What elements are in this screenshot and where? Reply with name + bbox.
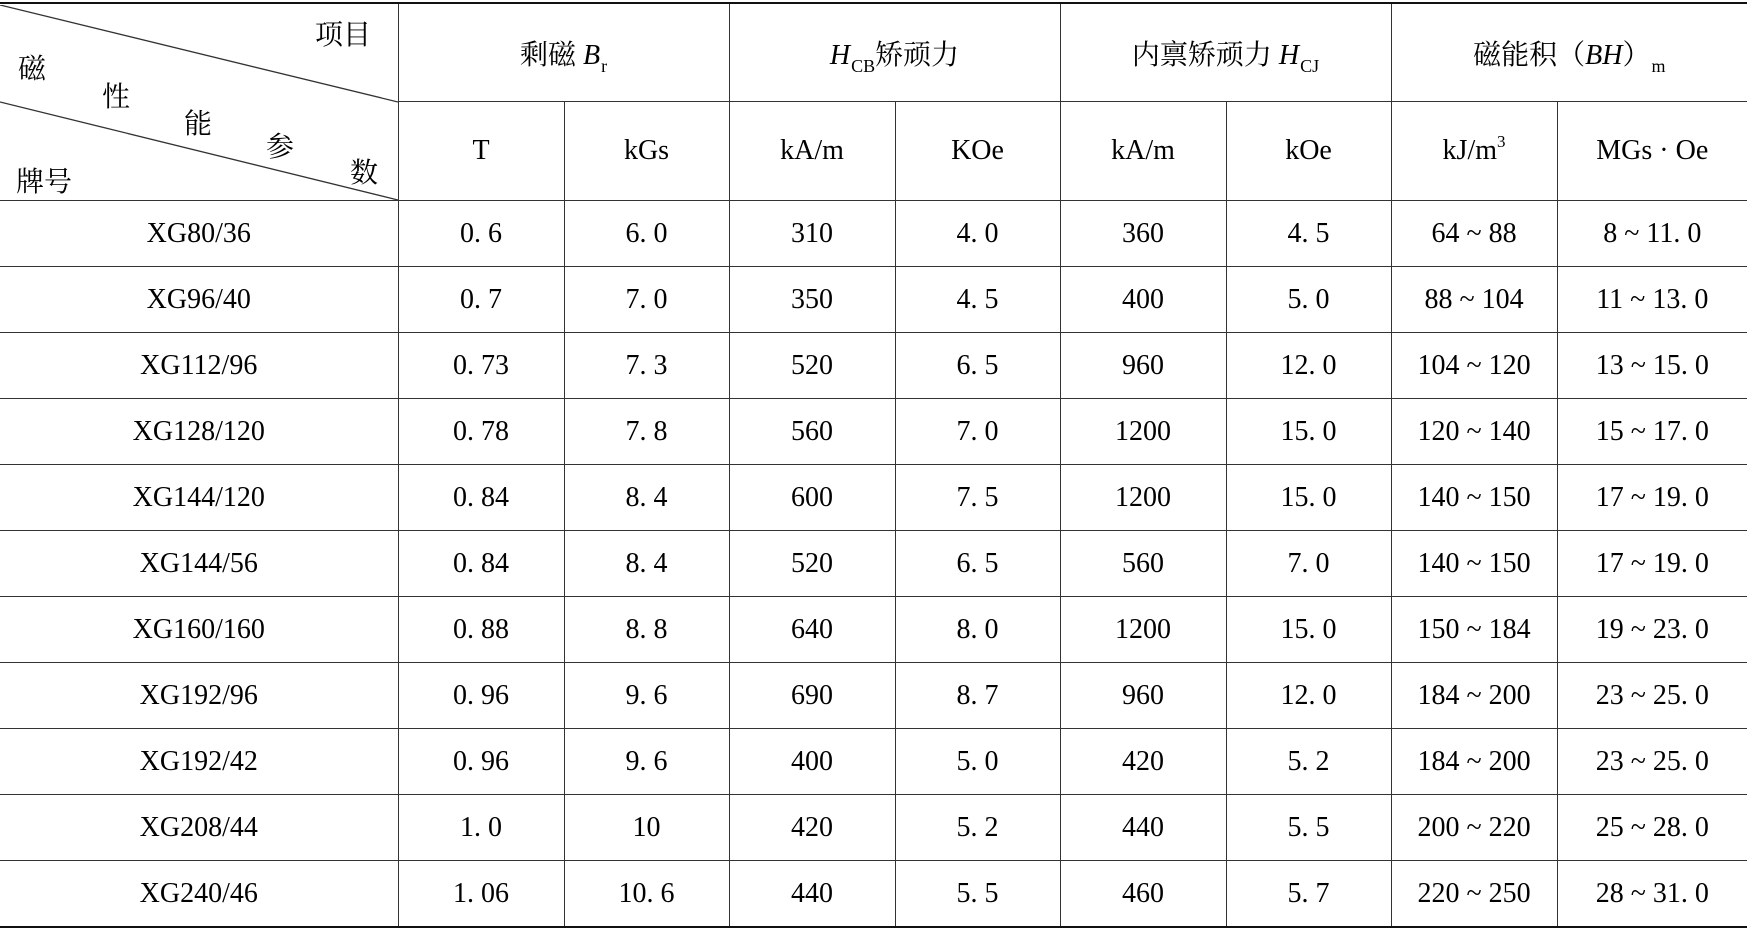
value-cell: 15. 0	[1226, 597, 1391, 663]
value-cell: 5. 5	[1226, 795, 1391, 861]
value-cell: 9. 6	[564, 729, 729, 795]
value-cell: 690	[729, 663, 895, 729]
value-cell: 8 ~ 11. 0	[1557, 201, 1747, 267]
value-cell: 560	[729, 399, 895, 465]
table-row	[0, 465, 1747, 531]
value-cell: 8. 7	[895, 663, 1060, 729]
unit-cell: KOe	[895, 102, 1060, 201]
unit-cell: kOe	[1226, 102, 1391, 201]
value-cell: 1200	[1060, 597, 1226, 663]
value-cell: 960	[1060, 333, 1226, 399]
value-cell: 0. 73	[398, 333, 564, 399]
value-cell: 4. 0	[895, 201, 1060, 267]
value-cell: 8. 8	[564, 597, 729, 663]
value-cell: 88 ~ 104	[1391, 267, 1557, 333]
header-intrinsic-coercivity: 内禀矫顽力 $H_{CJ}$	[1060, 3, 1391, 102]
value-cell: 184 ~ 200	[1391, 663, 1557, 729]
value-cell: 0. 88	[398, 597, 564, 663]
value-cell: 15. 0	[1226, 399, 1391, 465]
value-cell: 64 ~ 88	[1391, 201, 1557, 267]
header-remanence: 剩磁 $B_r$	[398, 3, 729, 102]
table-row	[0, 795, 1747, 861]
table-row	[0, 267, 1747, 333]
table-row	[0, 861, 1747, 928]
value-cell: 0. 78	[398, 399, 564, 465]
value-cell: 8. 4	[564, 531, 729, 597]
value-cell: 104 ~ 120	[1391, 333, 1557, 399]
value-cell: 10. 6	[564, 861, 729, 928]
value-cell: 420	[729, 795, 895, 861]
value-cell: 19 ~ 23. 0	[1557, 597, 1747, 663]
value-cell: 120 ~ 140	[1391, 399, 1557, 465]
item-label: 项目	[315, 19, 372, 51]
value-cell: 7. 3	[564, 333, 729, 399]
param-char-1: 磁	[18, 53, 47, 85]
diagonal-header-cell	[0, 3, 398, 201]
value-cell: 7. 8	[564, 399, 729, 465]
grade-cell: XG208/44	[0, 795, 398, 861]
header-energy-product: 磁能积$(BH)_m$	[1391, 3, 1747, 102]
value-cell: 360	[1060, 201, 1226, 267]
value-cell: 13 ~ 15. 0	[1557, 333, 1747, 399]
header-row-groups	[0, 3, 1747, 102]
value-cell: 420	[1060, 729, 1226, 795]
value-cell: 0. 84	[398, 465, 564, 531]
value-cell: 25 ~ 28. 0	[1557, 795, 1747, 861]
value-cell: 960	[1060, 663, 1226, 729]
value-cell: 4. 5	[1226, 201, 1391, 267]
value-cell: 17 ~ 19. 0	[1557, 465, 1747, 531]
unit-cell: T	[398, 102, 564, 201]
grade-cell: XG144/56	[0, 531, 398, 597]
value-cell: 400	[729, 729, 895, 795]
value-cell: 5. 0	[1226, 267, 1391, 333]
value-cell: 1. 0	[398, 795, 564, 861]
value-cell: 1. 06	[398, 861, 564, 928]
value-cell: 5. 0	[895, 729, 1060, 795]
value-cell: 7. 0	[895, 399, 1060, 465]
header-hcb-coercivity: $H_{CB}$矫顽力	[729, 3, 1060, 102]
param-char-2: 性	[102, 81, 131, 113]
value-cell: 6. 5	[895, 333, 1060, 399]
table-row	[0, 531, 1747, 597]
value-cell: 1200	[1060, 465, 1226, 531]
value-cell: 23 ~ 25. 0	[1557, 663, 1747, 729]
value-cell: 11 ~ 13. 0	[1557, 267, 1747, 333]
grade-cell: XG80/36	[0, 201, 398, 267]
value-cell: 28 ~ 31. 0	[1557, 861, 1747, 928]
value-cell: 4. 5	[895, 267, 1060, 333]
unit-cell: kA/m	[729, 102, 895, 201]
grade-cell: XG144/120	[0, 465, 398, 531]
value-cell: 8. 4	[564, 465, 729, 531]
table-row	[0, 201, 1747, 267]
value-cell: 6. 0	[564, 201, 729, 267]
value-cell: 520	[729, 531, 895, 597]
value-cell: 150 ~ 184	[1391, 597, 1557, 663]
value-cell: 0. 96	[398, 729, 564, 795]
value-cell: 5. 7	[1226, 861, 1391, 928]
unit-cell: kA/m	[1060, 102, 1226, 201]
grade-cell: XG192/42	[0, 729, 398, 795]
value-cell: 23 ~ 25. 0	[1557, 729, 1747, 795]
value-cell: 7. 0	[564, 267, 729, 333]
unit-cell: kGs	[564, 102, 729, 201]
value-cell: 15 ~ 17. 0	[1557, 399, 1747, 465]
unit-cell: $kJ/m^3$	[1391, 102, 1557, 201]
grade-cell: XG240/46	[0, 861, 398, 928]
value-cell: 350	[729, 267, 895, 333]
value-cell: 184 ~ 200	[1391, 729, 1557, 795]
value-cell: 200 ~ 220	[1391, 795, 1557, 861]
magnet-properties-table	[0, 2, 1747, 928]
grade-cell: XG128/120	[0, 399, 398, 465]
value-cell: 0. 7	[398, 267, 564, 333]
value-cell: 460	[1060, 861, 1226, 928]
table-row	[0, 597, 1747, 663]
param-char-3: 能	[184, 108, 213, 140]
value-cell: 5. 2	[1226, 729, 1391, 795]
value-cell: 140 ~ 150	[1391, 531, 1557, 597]
value-cell: 7. 5	[895, 465, 1060, 531]
value-cell: 12. 0	[1226, 663, 1391, 729]
value-cell: 440	[729, 861, 895, 928]
value-cell: 440	[1060, 795, 1226, 861]
value-cell: 520	[729, 333, 895, 399]
value-cell: 0. 96	[398, 663, 564, 729]
value-cell: 12. 0	[1226, 333, 1391, 399]
param-char-4: 参	[266, 131, 295, 163]
value-cell: 7. 0	[1226, 531, 1391, 597]
table-row	[0, 663, 1747, 729]
value-cell: 0. 84	[398, 531, 564, 597]
grade-cell: XG160/160	[0, 597, 398, 663]
value-cell: 0. 6	[398, 201, 564, 267]
value-cell: 9. 6	[564, 663, 729, 729]
grade-cell: XG112/96	[0, 333, 398, 399]
table-row	[0, 729, 1747, 795]
value-cell: 6. 5	[895, 531, 1060, 597]
param-char-5: 数	[350, 157, 379, 189]
value-cell: 640	[729, 597, 895, 663]
value-cell: 10	[564, 795, 729, 861]
value-cell: 1200	[1060, 399, 1226, 465]
value-cell: 140 ~ 150	[1391, 465, 1557, 531]
value-cell: 560	[1060, 531, 1226, 597]
table-row	[0, 333, 1747, 399]
value-cell: 8. 0	[895, 597, 1060, 663]
value-cell: 400	[1060, 267, 1226, 333]
table-body	[0, 201, 1747, 928]
value-cell: 17 ~ 19. 0	[1557, 531, 1747, 597]
value-cell: 15. 0	[1226, 465, 1391, 531]
value-cell: 600	[729, 465, 895, 531]
grade-cell: XG192/96	[0, 663, 398, 729]
grade-label: 牌号	[16, 166, 73, 198]
value-cell: 5. 2	[895, 795, 1060, 861]
table-row	[0, 399, 1747, 465]
value-cell: 310	[729, 201, 895, 267]
grade-cell: XG96/40	[0, 267, 398, 333]
value-cell: 220 ~ 250	[1391, 861, 1557, 928]
unit-cell: MGs · Oe	[1557, 102, 1747, 201]
value-cell: 5. 5	[895, 861, 1060, 928]
